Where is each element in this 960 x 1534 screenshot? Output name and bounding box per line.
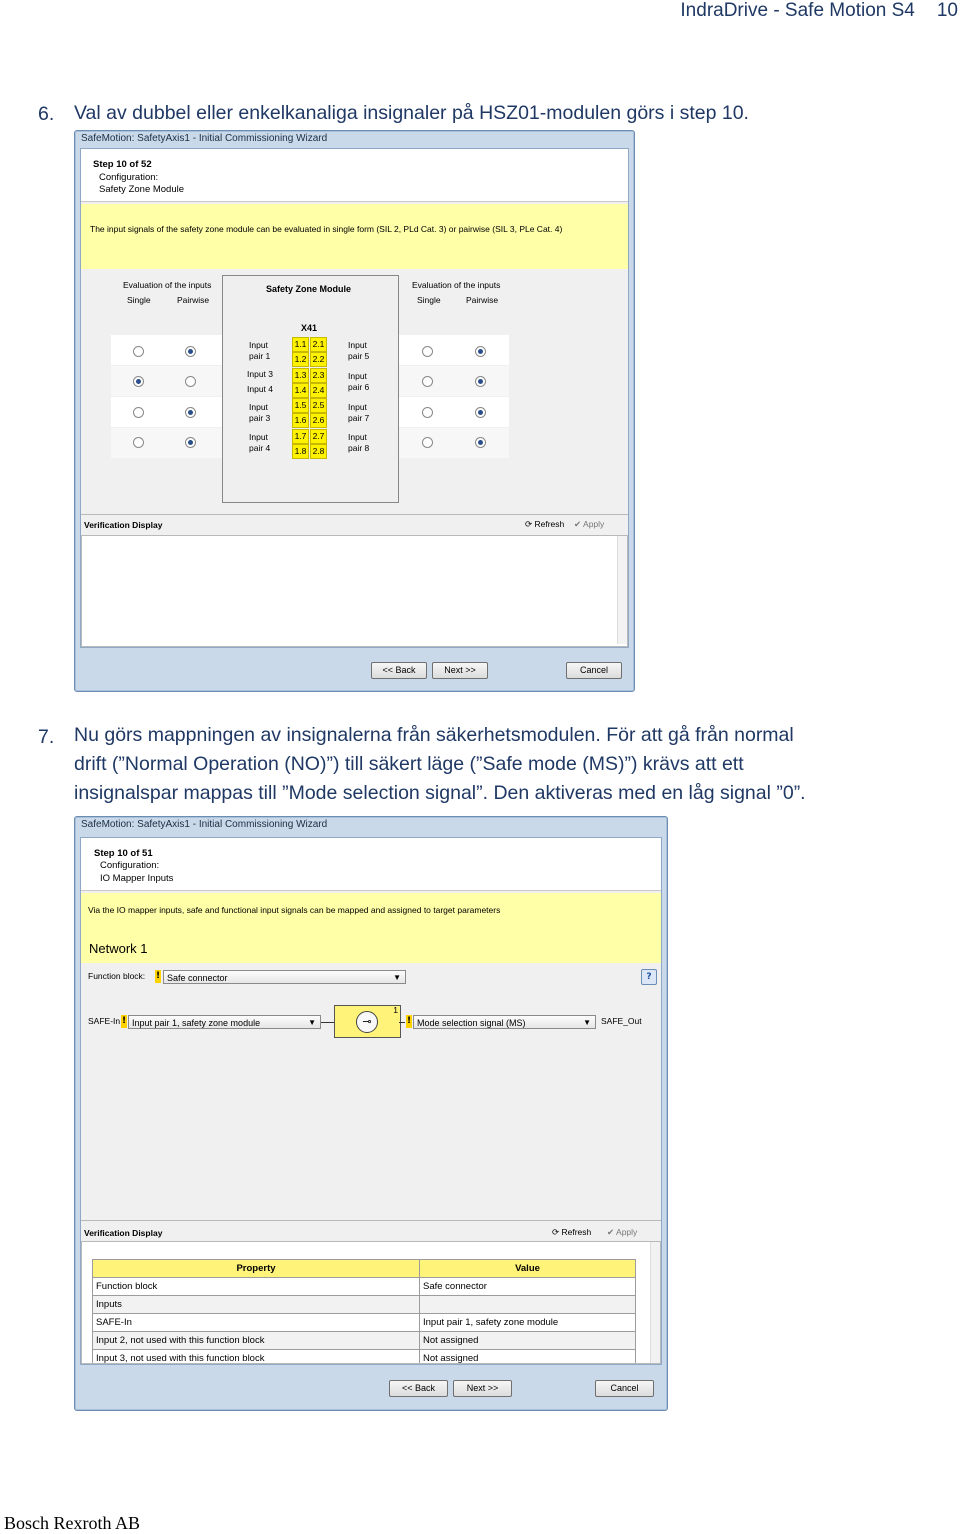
single-label-left: Single	[127, 295, 151, 305]
safe-in-value: Input pair 1, safety zone module	[132, 1018, 261, 1028]
function-block-node[interactable]	[334, 1005, 401, 1038]
apply-button[interactable]	[607, 1227, 637, 1238]
right-input-7b: pair 7	[348, 413, 370, 423]
wizard-body	[80, 837, 662, 1365]
apply-button[interactable]	[574, 519, 604, 530]
table-cell: Not assigned	[420, 1350, 636, 1365]
refresh-button[interactable]	[525, 519, 564, 530]
item6-number: 6.	[38, 103, 55, 125]
warning-icon: !	[155, 971, 161, 981]
table-cell: Input 2, not used with this function block	[93, 1332, 420, 1350]
radio-pairwise-pair4[interactable]	[185, 437, 196, 448]
left-input-4b: pair 4	[249, 443, 271, 453]
table-cell: Function block	[93, 1278, 420, 1296]
radio-single-pair1[interactable]	[133, 346, 144, 357]
page-number: 10	[936, 0, 958, 21]
radio-pairwise-pair7[interactable]	[475, 407, 486, 418]
refresh-label: Refresh	[534, 519, 565, 529]
network-title: Network 1	[89, 941, 148, 956]
left-input-1a: Input	[249, 340, 268, 350]
radio-pairwise-pair5[interactable]	[475, 346, 486, 357]
pin: 1.2	[292, 352, 309, 367]
pin: 2.2	[310, 352, 327, 367]
next-button[interactable]: Next >>	[453, 1380, 512, 1397]
verification-header	[81, 514, 628, 535]
radio-single-pair7[interactable]	[422, 407, 433, 418]
info-text: The input signals of the safety zone module can be evaluated in single form (SIL 2, PLd Cat. 3) or pairwise (SIL 3, PLe Cat. 4)	[90, 224, 563, 234]
left-input-3a: Input	[249, 402, 268, 412]
right-input-7a: Input	[348, 402, 367, 412]
left-input-3b: pair 3	[249, 413, 271, 423]
chevron-down-icon: ▼	[393, 973, 401, 982]
item7-line2: drift (”Normal Operation (NO)”) till säkert läge (”Safe mode (MS)”) krävs att ett	[74, 753, 744, 775]
table-cell: Input pair 1, safety zone module	[420, 1314, 636, 1332]
function-block-value: Safe connector	[167, 973, 228, 983]
item7-line3: insignalspar mappas till ”Mode selection signal”. Den aktiveras med en låg signal ”0”.	[74, 782, 806, 804]
verification-area	[81, 1241, 661, 1364]
pin: 2.6	[310, 413, 327, 428]
left-input-2b: Input 4	[247, 384, 273, 394]
window-title: SafeMotion: SafetyAxis1 - Initial Commissioning Wizard	[81, 133, 328, 144]
item6-text: Val av dubbel eller enkelkanaliga insignaler på HSZ01-modulen görs i step 10.	[74, 102, 749, 124]
header-title: IndraDrive - Safe Motion S4	[680, 0, 915, 21]
wizard-body	[80, 148, 629, 648]
left-input-4a: Input	[249, 432, 268, 442]
connector-line	[399, 1022, 405, 1023]
pin: 1.5	[292, 398, 309, 413]
step-label: Step 10 of 51	[94, 848, 153, 859]
config-label: Configuration:	[99, 172, 159, 183]
next-button[interactable]: Next >>	[432, 662, 488, 679]
connector-line	[321, 1022, 334, 1023]
item7-number: 7.	[38, 726, 55, 748]
pairwise-label-right: Pairwise	[466, 295, 499, 305]
safe-out-label: SAFE_Out	[601, 1016, 642, 1026]
module-title: Safety Zone Module	[266, 284, 352, 294]
vertical-scrollbar[interactable]	[617, 536, 627, 644]
safe-in-select[interactable]	[128, 1015, 321, 1029]
block-number: 1	[393, 1005, 398, 1015]
radio-pairwise-pair8[interactable]	[475, 437, 486, 448]
config-section: Safety Zone Module	[99, 184, 185, 195]
pin: 2.4	[310, 383, 327, 398]
refresh-label: Refresh	[561, 1227, 592, 1237]
pin: 1.4	[292, 383, 309, 398]
radio-pairwise-pair1[interactable]	[185, 346, 196, 357]
info-text: Via the IO mapper inputs, safe and functional input signals can be mapped and assigned to target parameters	[88, 905, 501, 915]
output-value: Mode selection signal (MS)	[417, 1018, 526, 1028]
chevron-down-icon: ▼	[308, 1018, 316, 1027]
eval-label-right: Evaluation of the inputs	[412, 280, 501, 290]
back-button[interactable]: << Back	[371, 662, 427, 679]
config-section: IO Mapper Inputs	[100, 873, 174, 884]
table-cell: Inputs	[93, 1296, 420, 1314]
warning-icon: !	[406, 1016, 412, 1026]
radio-single-pair6[interactable]	[422, 376, 433, 387]
right-input-6b: pair 6	[348, 382, 370, 392]
refresh-icon: ⟳	[525, 519, 533, 529]
apply-icon: ✔	[607, 1227, 615, 1237]
pin: 1.8	[292, 444, 309, 459]
wizard-window-2	[74, 816, 668, 1411]
step-header	[81, 149, 628, 202]
chevron-down-icon: ▼	[583, 1018, 591, 1027]
table-row	[93, 1296, 636, 1314]
right-input-8a: Input	[348, 432, 367, 442]
table-cell: Input 3, not used with this function block	[93, 1350, 420, 1365]
function-block-select[interactable]	[163, 970, 406, 984]
verification-title: Verification Display	[84, 520, 163, 530]
apply-label: Apply	[583, 519, 605, 529]
right-input-8b: pair 8	[348, 443, 370, 453]
function-block-label: Function block:	[88, 971, 146, 981]
table-row	[93, 1314, 636, 1332]
info-banner	[81, 204, 628, 269]
pairwise-label-left: Pairwise	[177, 295, 210, 305]
step-header	[81, 838, 661, 891]
table-row	[93, 1350, 636, 1365]
info-banner	[81, 893, 661, 963]
cancel-button[interactable]: Cancel	[566, 662, 622, 679]
apply-icon: ✔	[574, 519, 582, 529]
pin: 1.6	[292, 413, 309, 428]
right-input-6a: Input	[348, 371, 367, 381]
left-input-2a: Input 3	[247, 369, 273, 379]
right-input-5a: Input	[348, 340, 367, 350]
verification-title: Verification Display	[84, 1228, 163, 1238]
table-row	[93, 1332, 636, 1350]
refresh-button[interactable]	[552, 1227, 591, 1238]
pin: 2.1	[310, 337, 327, 352]
radio-single-pair4[interactable]	[133, 437, 144, 448]
pin: 1.3	[292, 368, 309, 383]
safe-in-label: SAFE-In	[88, 1016, 121, 1026]
connector-label: X41	[301, 323, 318, 333]
eval-label-left: Evaluation of the inputs	[123, 280, 212, 290]
pin: 2.3	[310, 368, 327, 383]
column-header: Property	[93, 1260, 420, 1278]
wizard-window-1	[74, 130, 635, 692]
radio-pairwise-pair6[interactable]	[475, 376, 486, 387]
column-header: Value	[420, 1260, 636, 1278]
window-title: SafeMotion: SafetyAxis1 - Initial Commissioning Wizard	[81, 819, 328, 830]
output-select[interactable]	[413, 1015, 596, 1029]
help-icon: ?	[646, 972, 652, 982]
pin: 2.5	[310, 398, 327, 413]
pin: 2.8	[310, 444, 327, 459]
help-button[interactable]	[641, 969, 657, 985]
apply-label: Apply	[616, 1227, 638, 1237]
footer-company: Bosch Rexroth AB	[4, 1513, 141, 1533]
back-button[interactable]: << Back	[389, 1380, 448, 1397]
radio-single-pair8[interactable]	[422, 437, 433, 448]
table-cell: Safe connector	[420, 1278, 636, 1296]
radio-single-pair2[interactable]	[133, 376, 144, 387]
cancel-button[interactable]: Cancel	[595, 1380, 654, 1397]
radio-single-pair5[interactable]	[422, 346, 433, 357]
warning-icon: !	[121, 1016, 127, 1026]
radio-single-pair3[interactable]	[133, 407, 144, 418]
step-label: Step 10 of 52	[93, 159, 152, 170]
table-cell: Not assigned	[420, 1332, 636, 1350]
table-header-row	[93, 1260, 636, 1278]
left-input-1b: pair 1	[249, 351, 271, 361]
vertical-scrollbar[interactable]	[650, 1242, 660, 1363]
radio-pairwise-pair2[interactable]	[185, 376, 196, 387]
pin: 2.7	[310, 429, 327, 444]
refresh-icon: ⟳	[552, 1227, 560, 1237]
item7-line1: Nu görs mappningen av insignalerna från säkerhetsmodulen. För att gå från normal	[74, 724, 794, 746]
connector-icon: ⊸	[356, 1011, 378, 1033]
pin: 1.7	[292, 429, 309, 444]
page-header	[680, 0, 958, 22]
verification-header	[81, 1220, 661, 1241]
config-label: Configuration:	[100, 860, 160, 871]
right-input-5b: pair 5	[348, 351, 370, 361]
radio-pairwise-pair3[interactable]	[185, 407, 196, 418]
pin: 1.1	[292, 337, 309, 352]
table-row	[93, 1278, 636, 1296]
single-label-right: Single	[417, 295, 441, 305]
table-cell: SAFE-In	[93, 1314, 420, 1332]
table-cell	[420, 1296, 636, 1314]
verification-table	[92, 1259, 636, 1364]
verification-area	[81, 535, 628, 647]
